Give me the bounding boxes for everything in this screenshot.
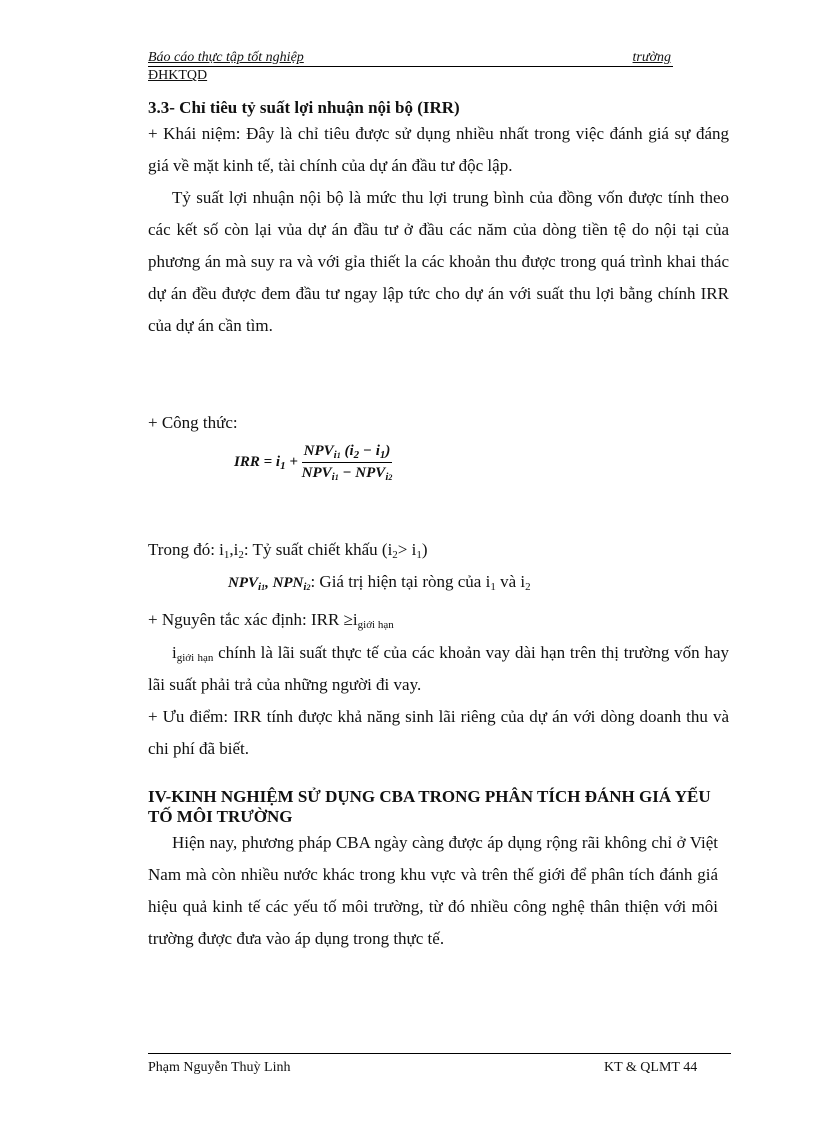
footer-rule (148, 1053, 731, 1054)
page-header (148, 50, 671, 66)
formula-fraction (302, 443, 393, 482)
formula-denominator: $NPV_{i1} - NPV_{i2}$ (301, 465, 393, 483)
formula-eq: = i (263, 453, 281, 470)
formula-numerator: $NPV_{i1}$ $(i_2 - i_1)$ (303, 443, 391, 461)
principle-line: + Nguyên tắc xác định: IRR $\ge i_{giới hạn}$ (148, 610, 394, 631)
npv-line: $NPV_{i1}$, $NPN_{i2}$: Giá trị hiện tại ròng của $i_1$ và $i_2$ (228, 572, 531, 593)
irr-formula (234, 443, 392, 482)
where-line: Trong đó: $i_1,i_2$: Tỷ suất chiết khấu $(i_2> i_1)$ (148, 540, 428, 561)
header-left-text: Báo cáo thực tập tốt nghiệp (148, 50, 304, 65)
formula-plus: + (289, 453, 298, 470)
section-title-cba: IV-KINH NGHIỆM SỬ DỤNG CBA TRONG PHÂN TÍCH ĐÁNH GIÁ YẾU TỐ MÔI TRƯỜNG (148, 787, 711, 826)
header-rule (148, 66, 673, 67)
cba-paragraph: Hiện nay, phương pháp CBA ngày càng được áp dụng rộng rãi không chỉ ở Việt Nam mà còn nhiều nước khác trong khu vực và trên thế giới để phân tích đánh giá hiệu quả kinh tế các yếu tố môi trường, từ đó nhiều công nghệ thân thiện với môi trường được đưa vào áp dụng trong thực tế. (148, 833, 718, 948)
limit-paragraph: $i_{giới hạn}$ chính là lãi suất thực tế của các khoản vay dài hạn trên thị trường vốn hay lãi suất phải trả của những người đi vay. (148, 643, 730, 694)
footer-class: KT & QLMT 44 (604, 1060, 698, 1075)
footer-author: Phạm Nguyễn Thuỳ Linh (148, 1060, 291, 1075)
header-right-text: trường (632, 50, 671, 65)
section-title-irr: 3.3- Chỉ tiêu tỷ suất lợi nhuận nội bộ (IRR) (148, 98, 460, 117)
definition-paragraph: Tỷ suất lợi nhuận nội bộ là mức thu lợi trung bình của đồng vốn được tính theo các kết số còn lại vủa dự án đầu tư ở đầu các năm của dòng tiền tệ do nội tại của phương án mà suy ra và với gỉa thiết la các khoản thu được trong quá trình khai thác dự án đều được đem đầu tư ngay lập tức cho dự án với suất thu lợi bằng chính IRR của dự án cần tìm. (148, 188, 729, 335)
formula-label: + Công thức: (148, 413, 238, 432)
header-line2: ĐHKTQD (148, 68, 208, 83)
formula-sub: 1 (280, 459, 286, 472)
formula-lhs: IRR (234, 453, 260, 470)
concept-paragraph: + Khái niệm: Đây là chỉ tiêu được sử dụng nhiều nhất trong việc đánh giá sự đáng giá về mặt kinh tế, tài chính của dự án đầu tư độc lập. (148, 124, 729, 175)
advantage-paragraph: + Ưu điểm: IRR tính được khả năng sinh lãi riêng của dự án với dòng doanh thu và chi phí đã biết. (148, 707, 729, 758)
